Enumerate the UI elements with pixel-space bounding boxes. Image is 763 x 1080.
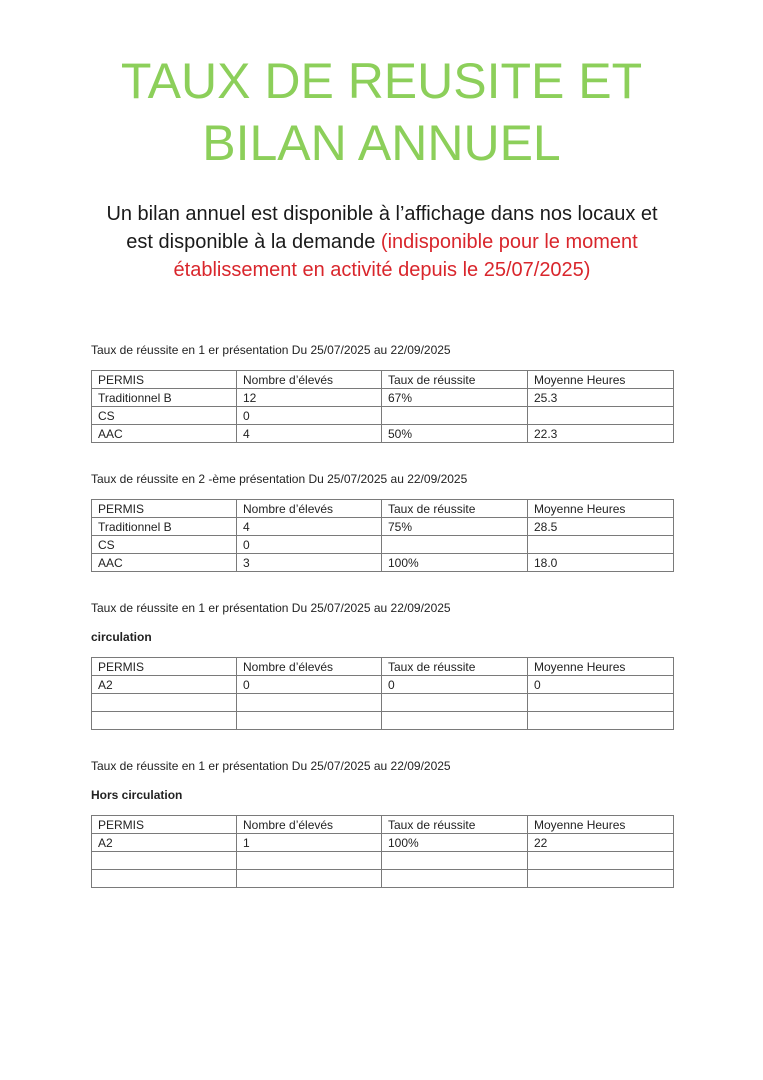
table-cell: 50%	[382, 425, 528, 443]
table-row	[92, 870, 674, 888]
table-cell	[237, 870, 382, 888]
table-cell	[382, 536, 528, 554]
table-cell: 4	[237, 518, 382, 536]
table-row	[92, 407, 674, 425]
table-cell	[237, 694, 382, 712]
table-cell	[528, 870, 674, 888]
header-cell: Moyenne Heures	[528, 500, 674, 518]
table-cell	[528, 536, 674, 554]
table-cell: Traditionnel B	[92, 389, 237, 407]
section-1-table	[91, 370, 674, 443]
header-cell: PERMIS	[92, 816, 237, 834]
table-cell	[382, 694, 528, 712]
table-cell: 18.0	[528, 554, 674, 572]
table-row	[92, 834, 674, 852]
table-row	[92, 694, 674, 712]
section-2-label: Taux de réussite en 2 -ème présentation Du 25/07/2025 au 22/09/2025	[91, 472, 468, 486]
page-title-line-2: BILAN ANNUEL	[202, 115, 561, 171]
table-cell	[92, 852, 237, 870]
table-cell	[382, 852, 528, 870]
header-cell: PERMIS	[92, 371, 237, 389]
table-cell: 25.3	[528, 389, 674, 407]
table-cell: CS	[92, 536, 237, 554]
table-cell: 0	[528, 676, 674, 694]
table-row	[92, 554, 674, 572]
header-cell: Taux de réussite	[382, 500, 528, 518]
table-row	[92, 425, 674, 443]
table-cell: 0	[237, 536, 382, 554]
table-cell	[528, 712, 674, 730]
table-cell	[237, 852, 382, 870]
page-title	[0, 50, 763, 174]
table-cell: 22.3	[528, 425, 674, 443]
header-cell: Moyenne Heures	[528, 658, 674, 676]
section-3-table	[91, 657, 674, 730]
table-cell: 75%	[382, 518, 528, 536]
header-cell: Moyenne Heures	[528, 816, 674, 834]
table-row	[92, 852, 674, 870]
table-cell: 0	[382, 676, 528, 694]
section-4-label: Taux de réussite en 1 er présentation Du 25/07/2025 au 22/09/2025	[91, 759, 451, 773]
table-cell: 22	[528, 834, 674, 852]
table-cell: 4	[237, 425, 382, 443]
header-cell: Moyenne Heures	[528, 371, 674, 389]
table-cell	[92, 870, 237, 888]
table-row	[92, 518, 674, 536]
section-1-label: Taux de réussite en 1 er présentation Du 25/07/2025 au 22/09/2025	[91, 343, 451, 357]
table-row	[92, 389, 674, 407]
intro-notice-red: (indisponible pour le moment établissement en activité depuis le 25/07/2025)	[173, 231, 638, 281]
table-cell	[382, 712, 528, 730]
table-cell: Traditionnel B	[92, 518, 237, 536]
table-cell: 12	[237, 389, 382, 407]
table-cell	[92, 694, 237, 712]
table-cell	[528, 852, 674, 870]
header-cell: Nombre d’élevés	[237, 816, 382, 834]
table-cell: AAC	[92, 554, 237, 572]
table-cell: 100%	[382, 834, 528, 852]
page-title-line-1: TAUX DE REUSITE ET	[120, 53, 643, 109]
table-cell: 0	[237, 676, 382, 694]
intro-text: Un bilan annuel est disponible à l’affichage dans nos locaux et est disponible à la demande	[106, 203, 658, 253]
table-cell: A2	[92, 676, 237, 694]
table-cell	[382, 407, 528, 425]
table-row	[92, 712, 674, 730]
table-header-row	[92, 500, 674, 518]
table-cell	[528, 407, 674, 425]
header-cell: PERMIS	[92, 500, 237, 518]
table-cell	[528, 694, 674, 712]
header-cell: Taux de réussite	[382, 658, 528, 676]
intro-paragraph	[92, 200, 672, 284]
header-cell: Taux de réussite	[382, 371, 528, 389]
table-cell	[92, 712, 237, 730]
table-cell: 3	[237, 554, 382, 572]
table-cell: A2	[92, 834, 237, 852]
table-header-row	[92, 371, 674, 389]
table-row	[92, 676, 674, 694]
header-cell: Nombre d’élevés	[237, 371, 382, 389]
section-4-subtitle: Hors circulation	[91, 788, 183, 802]
header-cell: PERMIS	[92, 658, 237, 676]
table-cell: 28.5	[528, 518, 674, 536]
table-cell: 67%	[382, 389, 528, 407]
table-cell: 1	[237, 834, 382, 852]
section-3-subtitle: circulation	[91, 630, 152, 644]
section-4-table	[91, 815, 674, 888]
header-cell: Nombre d’élevés	[237, 658, 382, 676]
section-2-table	[91, 499, 674, 572]
header-cell: Nombre d’élevés	[237, 500, 382, 518]
table-header-row	[92, 658, 674, 676]
table-row	[92, 536, 674, 554]
table-cell: 100%	[382, 554, 528, 572]
table-cell: 0	[237, 407, 382, 425]
table-cell	[237, 712, 382, 730]
table-cell: CS	[92, 407, 237, 425]
header-cell: Taux de réussite	[382, 816, 528, 834]
table-cell	[382, 870, 528, 888]
table-cell: AAC	[92, 425, 237, 443]
table-header-row	[92, 816, 674, 834]
section-3-label: Taux de réussite en 1 er présentation Du 25/07/2025 au 22/09/2025	[91, 601, 451, 615]
